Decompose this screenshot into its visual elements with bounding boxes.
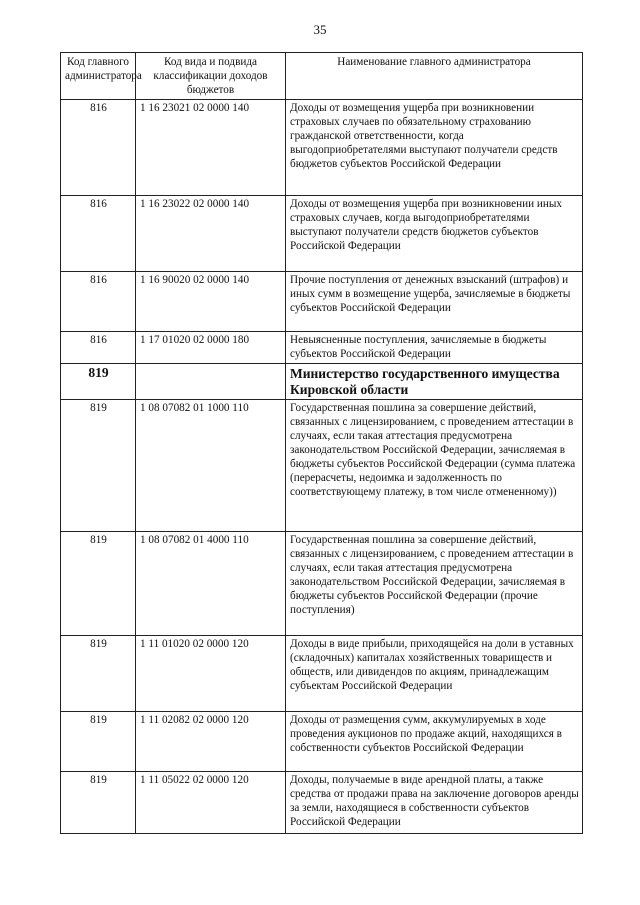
name-cell: Прочие поступления от денежных взысканий (штрафов) и иных сумм в возмещение ущерба, зачисляемые в бюджеты субъектов Российской Федерации xyxy=(286,272,583,332)
admin-code-cell: 816 xyxy=(61,272,136,332)
page-number: 35 xyxy=(313,22,327,37)
admin-code-cell: 816 xyxy=(61,332,136,364)
classification-code-cell: 1 16 23022 02 0000 140 xyxy=(136,196,286,272)
classification-code-cell: 1 08 07082 01 1000 110 xyxy=(136,400,286,532)
classification-code-cell xyxy=(136,364,286,400)
classification-code-cell: 1 11 05022 02 0000 120 xyxy=(136,772,286,834)
table-row xyxy=(61,772,583,834)
classification-code-cell: 1 11 01020 02 0000 120 xyxy=(136,636,286,712)
header-name: Наименование главного администратора xyxy=(286,53,583,100)
admin-code-cell: 819 xyxy=(61,532,136,636)
name-cell: Министерство государственного имущества Кировской области xyxy=(286,364,583,400)
admin-code-cell: 819 xyxy=(61,636,136,712)
header-classification-code: Код вида и подвида классификации доходов бюджетов xyxy=(136,53,286,100)
table-row xyxy=(61,400,583,532)
name-cell: Государственная пошлина за совершение действий, связанных с лицензированием, с проведением аттестации в случаях, если такая аттестация предусмотрена законодательством Российской Федерации, зачисляемая в бюджеты субъектов Российской Федерации (сумма платежа (перерасчеты, недоимка и задолженность по соответствующему платежу, в том числе отмененному)) xyxy=(286,400,583,532)
admin-code-cell: 816 xyxy=(61,196,136,272)
classification-code-cell: 1 16 90020 02 0000 140 xyxy=(136,272,286,332)
table-row xyxy=(61,532,583,636)
section-row xyxy=(61,364,583,400)
table-row xyxy=(61,272,583,332)
admin-code-cell: 819 xyxy=(61,772,136,834)
admin-code-cell: 816 xyxy=(61,100,136,196)
name-cell: Доходы, получаемые в виде арендной платы, а также средства от продажи права на заключение договоров аренды за земли, находящиеся в собственности субъектов Российской Федерации xyxy=(286,772,583,834)
table-row xyxy=(61,332,583,364)
admin-code-cell: 819 xyxy=(61,364,136,400)
classification-code-cell: 1 17 01020 02 0000 180 xyxy=(136,332,286,364)
name-cell: Доходы от возмещения ущерба при возникновении иных страховых случаев, когда выгодоприобретателями выступают получатели средств бюджетов субъектов Российской Федерации xyxy=(286,196,583,272)
revenue-administrators-table xyxy=(60,52,583,834)
admin-code-cell: 819 xyxy=(61,400,136,532)
classification-code-cell: 1 08 07082 01 4000 110 xyxy=(136,532,286,636)
table-row xyxy=(61,100,583,196)
classification-code-cell: 1 16 23021 02 0000 140 xyxy=(136,100,286,196)
table-row xyxy=(61,196,583,272)
name-cell: Доходы от размещения сумм, аккумулируемых в ходе проведения аукционов по продаже акций, находящихся в собственности субъектов Российской Федерации xyxy=(286,712,583,772)
header-admin-code: Код главного администратора xyxy=(61,53,136,100)
name-cell: Доходы в виде прибыли, приходящейся на доли в уставных (складочных) капиталах хозяйственных товариществ и обществ, или дивидендов по акциям, принадлежащим субъектам Российской Федерации xyxy=(286,636,583,712)
name-cell: Невыясненные поступления, зачисляемые в бюджеты субъектов Российской Федерации xyxy=(286,332,583,364)
table-body xyxy=(61,100,583,834)
table-header xyxy=(61,53,583,100)
admin-code-cell: 819 xyxy=(61,712,136,772)
header-row xyxy=(61,53,583,100)
name-cell: Государственная пошлина за совершение действий, связанных с лицензированием, с проведением аттестации в случаях, если такая аттестация предусмотрена законодательством Российской Федерации, зачисляемая в бюджеты субъектов Российской Федерации (прочие поступления) xyxy=(286,532,583,636)
classification-code-cell: 1 11 02082 02 0000 120 xyxy=(136,712,286,772)
table-row xyxy=(61,636,583,712)
name-cell: Доходы от возмещения ущерба при возникновении страховых случаев по обязательному страхованию гражданской ответственности, когда выгодоприобретателями выступают получатели средств бюджетов субъектов Российской Федерации xyxy=(286,100,583,196)
table-row xyxy=(61,712,583,772)
